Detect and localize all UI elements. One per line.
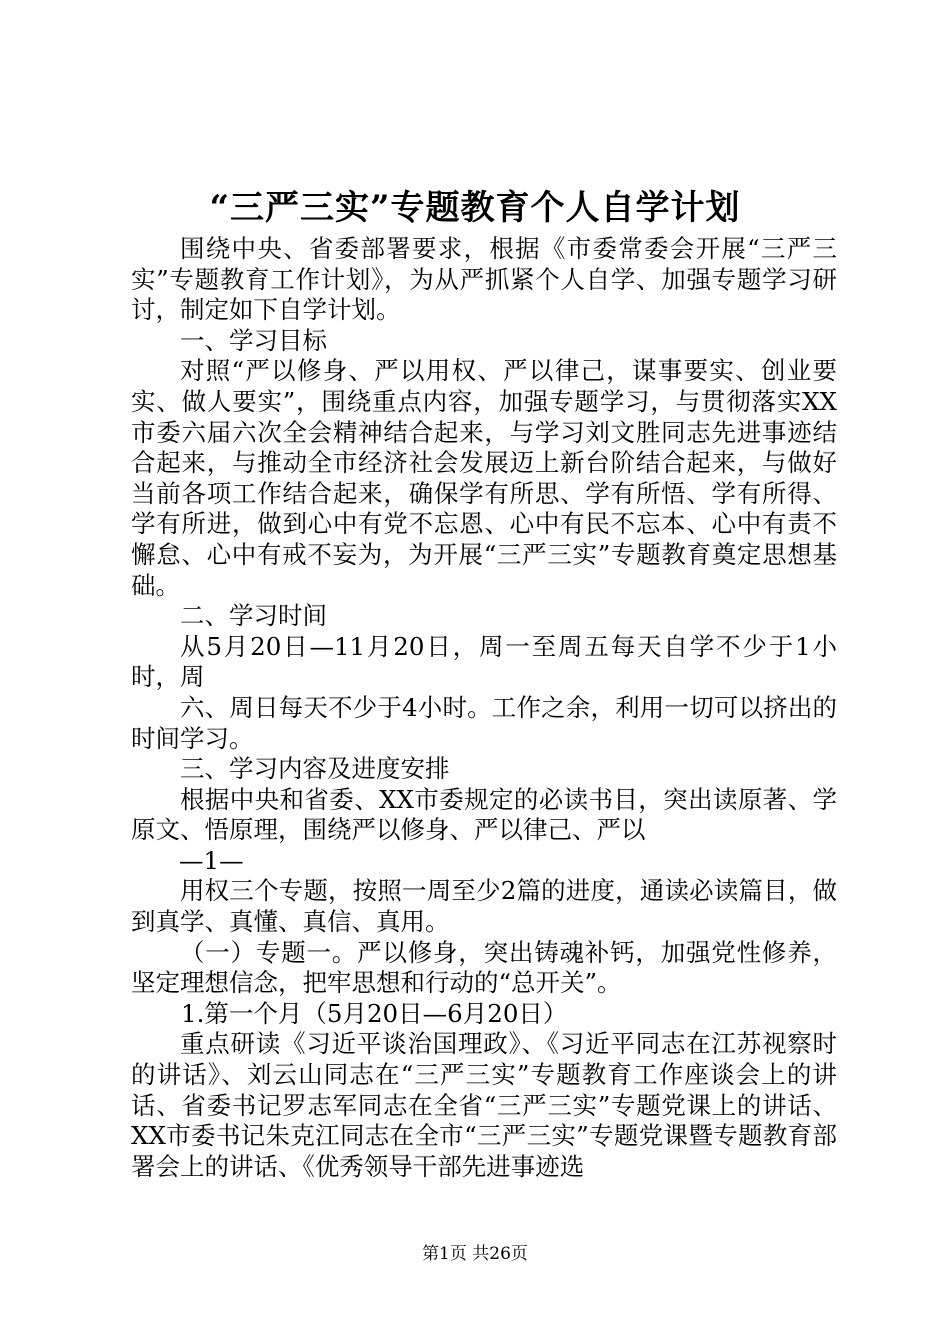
page-number-footer: 第1页 共26页 (422, 1244, 528, 1264)
month-one-heading: 1.第一个月（5月20日—6月20日） (181, 998, 568, 1028)
section-heading-time: 二、学习时间 (180, 601, 327, 631)
topic-one-paragraph: （一）专题一。严以修身，突出铸魂补钙，加强党性修养，坚定理想信念，把牢思想和行动的“总开关”。 (131, 937, 837, 998)
document-body (131, 234, 837, 1182)
content-paragraph: 根据中央和省委、XX市委规定的必读书目，突出读原著、学原文、悟原理，围绕严以修身、严以律己、严以 (131, 784, 837, 845)
goals-paragraph: 对照“严以修身、严以用权、严以律己，谋事要实、创业要实、做人要实”，围绕重点内容，加强专题学习，与贯彻落实XX市委六届六次全会精神结合起来，与学习刘文胜同志先进事迹结合起来，与推动全市经济社会发展迈上新台阶结合起来，与做好当前各项工作结合起来，确保学有所思、学有所悟、学有所得、学有所进，做到心中有党不忘恩、心中有民不忘本、心中有责不懈怠、心中有戒不妄为，为开展“三严三实”专题教育奠定思想基础。 (131, 356, 837, 600)
document-title: “三严三实”专题教育个人自学计划 (209, 188, 741, 228)
section-heading-goals: 一、学习目标 (180, 325, 327, 355)
content-paragraph-continued: 用权三个专题，按照一周至少2篇的进度，通读必读篇目，做到真学、真懂、真信、真用。 (131, 876, 837, 937)
intro-paragraph: 围绕中央、省委部署要求，根据《市委常委会开展“三严三实”专题教育工作计划》，为从严抓紧个人自学、加强专题学习研讨，制定如下自学计划。 (131, 234, 837, 325)
month-one-paragraph: 重点研读《习近平谈治国理政》、《习近平同志在江苏视察时的讲话》、刘云山同志在“三严三实”专题教育工作座谈会上的讲话、省委书记罗志军同志在全省“三严三实”专题党课上的讲话、XX市委书记朱克江同志在全市“三严三实”专题党课暨专题教育部署会上的讲话、《优秀领导干部先进事迹选 (131, 1029, 837, 1181)
time-paragraph: 从5月20日—11月20日，周一至周五每天自学不少于1小时，周 (131, 631, 837, 692)
inline-page-marker: —1— (179, 845, 244, 875)
section-heading-content: 三、学习内容及进度安排 (180, 754, 450, 784)
time-paragraph-continued: 六、周日每天不少于4小时。工作之余，利用一切可以挤出的时间学习。 (131, 692, 837, 753)
